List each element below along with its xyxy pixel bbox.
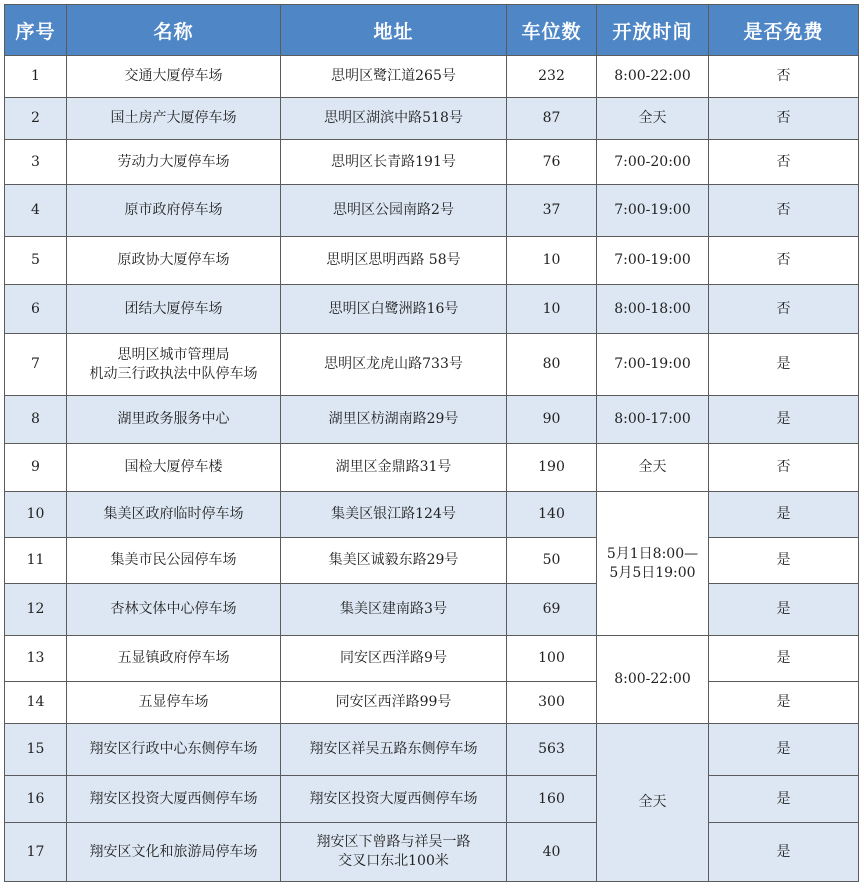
cell-address: 思明区龙虎山路733号 — [281, 334, 507, 396]
cell-hours: 7:00-19:00 — [597, 185, 709, 237]
cell-name: 湖里政务服务中心 — [67, 396, 281, 444]
cell-spots: 90 — [507, 396, 597, 444]
cell-name: 翔安区文化和旅游局停车场 — [67, 823, 281, 882]
cell-address: 思明区公园南路2号 — [281, 185, 507, 237]
header-row — [5, 5, 859, 56]
cell-spots: 50 — [507, 538, 597, 584]
header-free: 是否免费 — [709, 5, 859, 56]
cell-address: 湖里区金鼎路31号 — [281, 444, 507, 492]
cell-address: 思明区鹭江道265号 — [281, 56, 507, 98]
cell-free: 是 — [709, 776, 859, 823]
cell-no: 12 — [5, 584, 67, 636]
cell-spots: 10 — [507, 237, 597, 285]
table-row — [5, 140, 859, 185]
table-row — [5, 98, 859, 140]
cell-hours: 7:00-19:00 — [597, 334, 709, 396]
cell-address: 翔安区投资大厦西侧停车场 — [281, 776, 507, 823]
cell-spots: 160 — [507, 776, 597, 823]
cell-free: 否 — [709, 98, 859, 140]
cell-name: 思明区城市管理局 机动三行政执法中队停车场 — [67, 334, 281, 396]
cell-address: 集美区建南路3号 — [281, 584, 507, 636]
cell-name: 国检大厦停车楼 — [67, 444, 281, 492]
cell-free: 是 — [709, 724, 859, 776]
table-row — [5, 682, 859, 724]
cell-free: 否 — [709, 237, 859, 285]
cell-address: 集美区诚毅东路29号 — [281, 538, 507, 584]
cell-free: 否 — [709, 285, 859, 334]
cell-name: 团结大厦停车场 — [67, 285, 281, 334]
cell-name: 五显镇政府停车场 — [67, 636, 281, 682]
cell-free: 是 — [709, 636, 859, 682]
cell-name: 翔安区行政中心东侧停车场 — [67, 724, 281, 776]
cell-spots: 10 — [507, 285, 597, 334]
table-row — [5, 492, 859, 538]
cell-hours-merged: 5月1日8:00— 5月5日19:00 — [597, 492, 709, 636]
cell-address: 思明区湖滨中路518号 — [281, 98, 507, 140]
cell-no: 15 — [5, 724, 67, 776]
cell-address: 集美区银江路124号 — [281, 492, 507, 538]
table-row — [5, 237, 859, 285]
cell-hours: 7:00-19:00 — [597, 237, 709, 285]
cell-free: 是 — [709, 584, 859, 636]
table-row — [5, 724, 859, 776]
cell-hours: 全天 — [597, 98, 709, 140]
cell-hours: 8:00-17:00 — [597, 396, 709, 444]
table-row — [5, 538, 859, 584]
cell-address: 思明区思明西路 58号 — [281, 237, 507, 285]
cell-hours: 8:00-22:00 — [597, 56, 709, 98]
header-no: 序号 — [5, 5, 67, 56]
cell-spots: 87 — [507, 98, 597, 140]
table-row — [5, 185, 859, 237]
cell-no: 5 — [5, 237, 67, 285]
cell-address: 同安区西洋路9号 — [281, 636, 507, 682]
cell-hours: 8:00-18:00 — [597, 285, 709, 334]
cell-address: 湖里区枋湖南路29号 — [281, 396, 507, 444]
cell-spots: 80 — [507, 334, 597, 396]
table-row — [5, 584, 859, 636]
cell-name: 五显停车场 — [67, 682, 281, 724]
table-row — [5, 776, 859, 823]
header-hours: 开放时间 — [597, 5, 709, 56]
cell-spots: 69 — [507, 584, 597, 636]
cell-free: 否 — [709, 444, 859, 492]
cell-free: 是 — [709, 823, 859, 882]
cell-no: 2 — [5, 98, 67, 140]
cell-free: 是 — [709, 492, 859, 538]
cell-no: 11 — [5, 538, 67, 584]
cell-spots: 190 — [507, 444, 597, 492]
cell-no: 6 — [5, 285, 67, 334]
cell-spots: 232 — [507, 56, 597, 98]
cell-address: 翔安区祥吴五路东侧停车场 — [281, 724, 507, 776]
cell-free: 否 — [709, 56, 859, 98]
cell-address: 思明区白鹭洲路16号 — [281, 285, 507, 334]
cell-free: 是 — [709, 538, 859, 584]
parking-table — [4, 4, 859, 882]
cell-name: 集美区政府临时停车场 — [67, 492, 281, 538]
cell-address: 翔安区下曾路与祥吴一路 交叉口东北100米 — [281, 823, 507, 882]
table-row — [5, 334, 859, 396]
cell-spots: 40 — [507, 823, 597, 882]
cell-free: 否 — [709, 140, 859, 185]
cell-no: 7 — [5, 334, 67, 396]
cell-address: 思明区长青路191号 — [281, 140, 507, 185]
header-address: 地址 — [281, 5, 507, 56]
cell-no: 3 — [5, 140, 67, 185]
cell-name: 原政协大厦停车场 — [67, 237, 281, 285]
cell-free: 是 — [709, 682, 859, 724]
cell-name: 原市政府停车场 — [67, 185, 281, 237]
cell-no: 17 — [5, 823, 67, 882]
cell-name: 杏林文体中心停车场 — [67, 584, 281, 636]
table-row — [5, 444, 859, 492]
cell-hours: 7:00-20:00 — [597, 140, 709, 185]
cell-no: 16 — [5, 776, 67, 823]
cell-name: 国土房产大厦停车场 — [67, 98, 281, 140]
cell-spots: 140 — [507, 492, 597, 538]
cell-no: 9 — [5, 444, 67, 492]
cell-name: 交通大厦停车场 — [67, 56, 281, 98]
cell-name: 劳动力大厦停车场 — [67, 140, 281, 185]
header-name: 名称 — [67, 5, 281, 56]
header-spots: 车位数 — [507, 5, 597, 56]
cell-spots: 100 — [507, 636, 597, 682]
cell-spots: 563 — [507, 724, 597, 776]
cell-no: 1 — [5, 56, 67, 98]
cell-no: 13 — [5, 636, 67, 682]
cell-no: 4 — [5, 185, 67, 237]
cell-address: 同安区西洋路99号 — [281, 682, 507, 724]
cell-no: 8 — [5, 396, 67, 444]
cell-hours-merged: 全天 — [597, 724, 709, 882]
cell-name: 集美市民公园停车场 — [67, 538, 281, 584]
cell-name: 翔安区投资大厦西侧停车场 — [67, 776, 281, 823]
cell-free: 否 — [709, 185, 859, 237]
cell-spots: 76 — [507, 140, 597, 185]
table-row — [5, 56, 859, 98]
cell-free: 是 — [709, 334, 859, 396]
cell-spots: 37 — [507, 185, 597, 237]
table-row — [5, 823, 859, 882]
cell-hours-merged: 8:00-22:00 — [597, 636, 709, 724]
cell-spots: 300 — [507, 682, 597, 724]
table-row — [5, 285, 859, 334]
cell-free: 是 — [709, 396, 859, 444]
table-row — [5, 396, 859, 444]
cell-no: 14 — [5, 682, 67, 724]
cell-hours: 全天 — [597, 444, 709, 492]
cell-no: 10 — [5, 492, 67, 538]
table-row — [5, 636, 859, 682]
